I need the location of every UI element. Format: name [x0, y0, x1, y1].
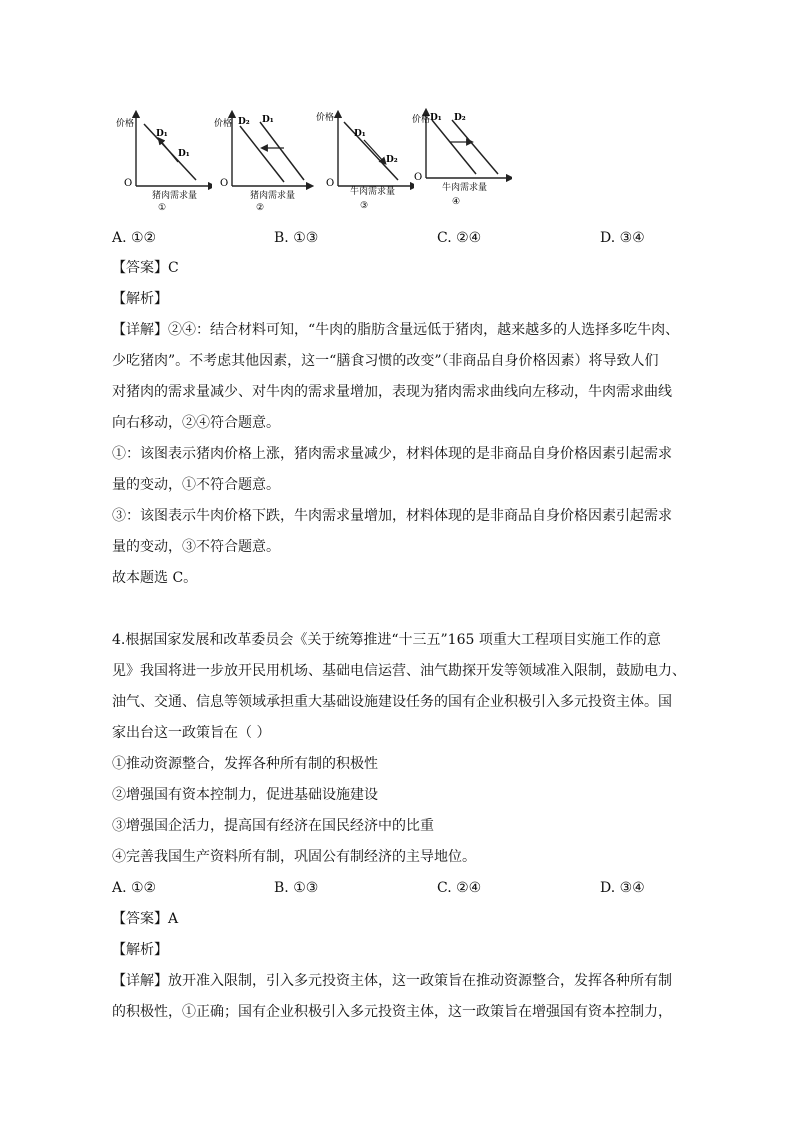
q3-option-a: A. ①②	[112, 230, 157, 246]
demand-curve	[344, 122, 398, 180]
curve-label-a: D₁	[354, 129, 366, 139]
y-axis-label: 价格	[116, 119, 135, 129]
q4-choice: ④完善我国生产资料所有制，巩固公有制经济的主导地位。	[112, 849, 476, 865]
x-axis-label: 猪肉需求量	[152, 191, 198, 201]
curve-label-a: D₂	[238, 117, 250, 127]
y-axis-label: 价格	[412, 115, 431, 125]
curve-label-a: D₁	[156, 129, 168, 139]
q4-option-d: D. ③④	[600, 880, 645, 896]
origin-label: O	[414, 172, 423, 183]
movement-arrow	[160, 140, 178, 162]
q3-option-b: B. ①③	[274, 230, 319, 246]
x-axis-label: 猪肉需求量	[250, 191, 296, 201]
q4-choice: ③增强国企活力，提高国有经济在国民经济中的比重	[112, 818, 434, 834]
q4-stem-line: 油气、交通、信息等领域承担重大基础设施建设任务的国有企业积极引入多元投资主体。国	[112, 694, 672, 710]
q3-analysis-line: ①：该图表示猪肉价格上涨，猪肉需求量减少，材料体现的是非商品自身价格因素引起需求	[112, 446, 672, 462]
q3-answer: 【答案】C	[112, 260, 179, 276]
origin-label: O	[124, 178, 133, 189]
q4-option-c: C. ②④	[437, 880, 482, 896]
x-axis-label: 牛肉需求量	[442, 183, 488, 193]
demand-graphs	[112, 108, 512, 212]
q4-analysis-line: 的积极性，①正确；国有企业积极引入多元投资主体，这一政策旨在增强国有资本控制力，	[112, 1004, 672, 1020]
movement-arrow	[364, 140, 384, 162]
q3-analysis-line: 少吃猪肉”。不考虑其他因素，这一“膳食习惯的改变”（非商品自身价格因素）将导致人们	[112, 353, 659, 369]
curve-label-b: D₁	[262, 115, 274, 125]
y-axis-label: 价格	[214, 119, 233, 129]
demand-curve-new	[452, 120, 498, 174]
q3-analysis-line: 量的变动，③不符合题意。	[112, 539, 280, 555]
origin-label: O	[326, 178, 335, 189]
graph-number: ②	[256, 203, 265, 212]
q3-analysis-heading: 【解析】	[112, 291, 168, 307]
q4-choice: ①推动资源整合，发挥各种所有制的积极性	[112, 756, 378, 772]
demand-curve-original	[260, 122, 304, 180]
q4-choice: ②增强国有资本控制力，促进基础设施建设	[112, 787, 378, 803]
curve-label-b: D₁	[178, 149, 190, 159]
graph-1	[112, 108, 212, 212]
graph-number: ③	[360, 201, 369, 211]
graph-4	[412, 108, 512, 212]
q3-analysis-line: 量的变动，①不符合题意。	[112, 477, 280, 493]
curve-label-b: D₂	[386, 155, 398, 165]
graph-3	[314, 108, 414, 212]
curve-label-a: D₁	[430, 113, 442, 123]
q3-analysis-line: 【详解】②④：结合材料可知，“牛肉的脂肪含量远低于猪肉，越来越多的人选择多吃牛肉、	[112, 322, 680, 338]
q4-stem-line: 见》我国将进一步放开民用机场、基础电信运营、油气勘探开发等领域准入限制，鼓励电力、	[112, 663, 686, 679]
y-axis-label: 价格	[316, 113, 335, 123]
graph-2	[214, 108, 314, 212]
x-axis-label: 牛肉需求量	[350, 187, 396, 197]
q3-analysis-line: 故本题选 C。	[112, 570, 198, 586]
graph-number: ①	[158, 203, 167, 212]
q3-analysis-line: 对猪肉的需求量减少、对牛肉的需求量增加，表现为猪肉需求曲线向左移动，牛肉需求曲线	[112, 384, 672, 400]
demand-curve-original	[432, 120, 476, 174]
q4-analysis-heading: 【解析】	[112, 942, 168, 958]
q4-answer: 【答案】A	[112, 911, 179, 927]
q4-stem-line: 4.根据国家发展和改革委员会《关于统筹推进“十三五”165 项重大工程项目实施工作的意	[112, 632, 661, 648]
curve-label-b: D₂	[454, 113, 466, 123]
q4-analysis-line: 【详解】放开准入限制，引入多元投资主体，这一政策旨在推动资源整合，发挥各种所有制	[112, 973, 672, 989]
q3-option-d: D. ③④	[600, 230, 645, 246]
q3-option-c: C. ②④	[437, 230, 482, 246]
q4-stem-line: 家出台这一政策旨在（ ）	[112, 725, 271, 741]
q3-analysis-line: 向右移动，②④符合题意。	[112, 415, 280, 431]
origin-label: O	[220, 178, 229, 189]
demand-curve-new	[240, 126, 284, 182]
q4-option-b: B. ①③	[274, 880, 319, 896]
q4-option-a: A. ①②	[112, 880, 157, 896]
graph-number: ④	[452, 197, 461, 207]
q3-analysis-line: ③：该图表示牛肉价格下跌，牛肉需求量增加，材料体现的是非商品自身价格因素引起需求	[112, 508, 672, 524]
